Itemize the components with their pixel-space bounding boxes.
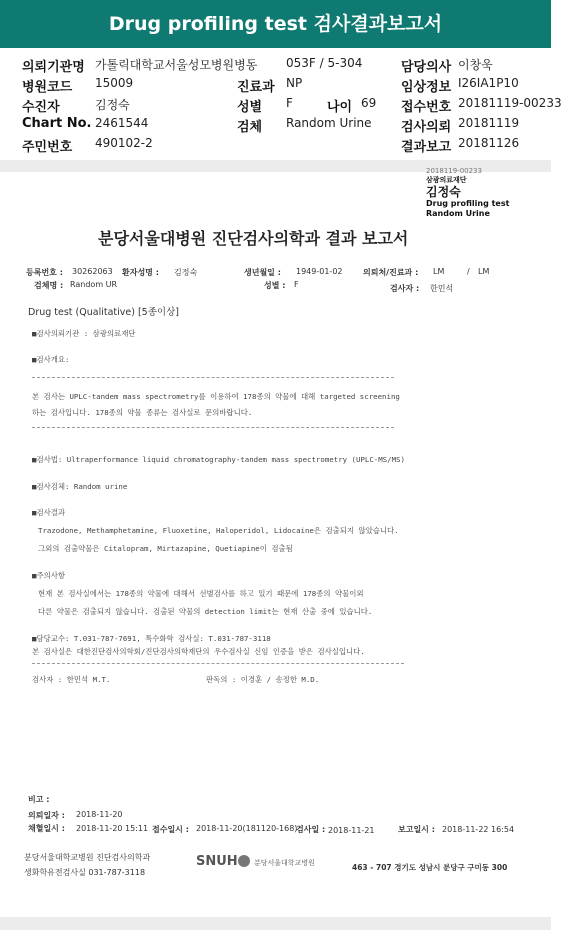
result-line-2: 그외의 검출약물은 Citalopram, Mirtazapine, Quetiapine이 검출됨	[38, 544, 293, 553]
hospital-logo-name: 분당서울대학교병원	[254, 859, 315, 867]
receipt-number-value: 20181119-00233	[458, 96, 562, 110]
department-value: NP	[286, 76, 303, 90]
receipt-date-value: 2018-11-20(181120-168)	[196, 824, 298, 833]
scanned-report-page	[6, 167, 546, 917]
dob-value: 1949-01-02	[296, 267, 343, 276]
overview-line-1: 본 검사는 UPLC-tandem mass spectrometry를 이용하여 178종의 약물에 대해 targeted screening	[32, 392, 400, 401]
snuh-logo: SNUH	[196, 854, 238, 869]
agency-line: ■검사의뢰기관 : 삼광의료재단	[32, 329, 136, 338]
doctor-value: 이창욱	[458, 58, 493, 72]
specimen-name-value: Random UR	[70, 280, 118, 289]
receipt-date-label: 접수일시 :	[152, 825, 189, 834]
report-date-value: 20181126	[458, 136, 520, 150]
page-bottom-margin	[0, 917, 551, 930]
specimen-value: Random Urine	[286, 116, 372, 130]
logo-mark-icon	[238, 855, 250, 867]
clinical-info-label: 임상정보	[401, 80, 452, 95]
result-line-1: Trazodone, Methamphetamine, Fluoxetine, Haloperidol, Lidocaine은 검출되지 않았습니다.	[38, 526, 399, 535]
chart-number-label: Chart No.	[22, 116, 92, 131]
certification-line: 본 검사실은 대한진단검사의학회/진단검사의학재단의 우수검사실 신임 인증을 받은 검사실입니다.	[32, 647, 365, 656]
stamp-specimen: Random Urine	[426, 209, 490, 218]
test-date-value: 2018-11-21	[328, 826, 375, 835]
doc-sex-label: 성별 :	[264, 281, 286, 290]
reg-label: 등록번호 :	[26, 268, 63, 277]
dashed-rule	[32, 377, 394, 378]
notes-line-1: 현재 본 검사실에서는 178종의 약물에 대해서 선별검사를 하고 있기 때문에 178종의 약물이외	[38, 589, 364, 598]
referral-separator: /	[467, 267, 470, 276]
reader-signature: 판독의 : 이경훈 / 송정한 M.D.	[206, 675, 320, 684]
collection-date-label: 채혈일시 :	[28, 824, 65, 833]
test-date-label: 검사일 :	[296, 825, 326, 834]
doctor-label: 담당의사	[401, 60, 452, 75]
report-header-title: Drug profiling test 검사결과보고서	[0, 0, 551, 48]
resident-number-value: 490102-2	[95, 136, 153, 150]
reg-value: 30262063	[72, 267, 113, 276]
request-date-value: 20181119	[458, 116, 520, 130]
patient-value: 김정숙	[95, 98, 130, 112]
resident-number-label: 주민번호	[22, 140, 73, 155]
chart-number-value: 2461544	[95, 116, 149, 130]
dashed-rule	[32, 663, 404, 664]
report-date-label: 결과보고	[401, 140, 452, 155]
referral-label: 의뢰처/진료과 :	[363, 268, 419, 277]
request-date-value: 2018-11-20	[76, 810, 123, 819]
hospital-code-label: 병원코드	[22, 80, 73, 95]
age-label: 나이	[327, 100, 353, 115]
institution-value: 가톨릭대학교서울성모병원병동	[95, 58, 258, 72]
report-date-value: 2018-11-22 16:54	[442, 825, 515, 834]
institution-label: 의뢰기관명	[22, 60, 85, 75]
sex-label: 성별	[237, 100, 263, 115]
footer-department: 분당서울대학교병원 진단검사의학과	[24, 853, 151, 862]
hospital-address: 463 - 707 경기도 성남시 분당구 구미동 300	[352, 863, 508, 872]
overview-line-2: 하는 검사입니다. 178종의 약물 종류는 검사실로 문의바랍니다.	[32, 408, 253, 417]
specimen-name-label: 검체명 :	[34, 281, 64, 290]
contact-line: ■담당교수: T.031-787-7691, 특수화학 검사실: T.031-787-3118	[32, 634, 271, 643]
department-value: LM	[478, 267, 490, 276]
age-value: 69	[361, 96, 377, 110]
stamp-patient-name: 김정숙	[426, 185, 461, 199]
ward-value: 053F / 5-304	[286, 56, 363, 70]
receipt-number-label: 접수번호	[401, 100, 452, 115]
dob-label: 생년월일 :	[244, 268, 281, 277]
sex-value: F	[286, 96, 293, 110]
footer-lab-contact: 생화학유전검사실 031-787-3118	[24, 868, 146, 877]
collection-date-value: 2018-11-20 15:11	[76, 824, 149, 833]
tester-label: 검사자 :	[390, 284, 420, 293]
hospital-code-value: 15009	[95, 76, 134, 90]
stamp-test-name: Drug profiling test	[426, 199, 510, 208]
doc-sex-value: F	[294, 280, 299, 289]
patient-label: 수진자	[22, 100, 60, 115]
tester-value: 한민석	[430, 284, 454, 293]
dashed-rule	[32, 427, 394, 428]
referral-value: LM	[433, 267, 445, 276]
remark-label: 비고 :	[28, 795, 50, 804]
method-line: ■검사법: Ultraperformance liquid chromatography-tandem mass spectrometry (UPLC-MS/MS)	[32, 455, 405, 464]
specimen-line: ■검사검체: Random urine	[32, 482, 128, 491]
request-date-label: 검사의뢰	[401, 120, 452, 135]
notes-line-2: 다른 약물은 검출되지 않습니다. 검출된 약물의 detection limit는 현재 산출 중에 있습니다.	[38, 607, 373, 616]
overview-heading: ■검사개요:	[32, 355, 70, 364]
stamp-receipt: 2018119-00233	[426, 167, 482, 175]
patient-name-label: 환자성명 :	[122, 268, 159, 277]
test-name: Drug test (Qualitative) [5종이상]	[28, 307, 179, 318]
report-date-label: 보고일시 :	[398, 825, 435, 834]
notes-heading: ■주의사항	[32, 571, 66, 580]
result-heading: ■검사결과	[32, 508, 66, 517]
request-date-label: 의뢰일자 :	[28, 811, 65, 820]
clinical-info-value: I26IA1P10	[458, 76, 519, 90]
department-label: 진료과	[237, 80, 275, 95]
stamp-org: 삼광의료재단	[426, 176, 467, 184]
patient-name-value: 김정숙	[174, 268, 198, 277]
document-title: 분당서울대병원 진단검사의학과 결과 보고서	[98, 229, 409, 248]
specimen-label: 검체	[237, 120, 263, 135]
tester-signature: 검사자 : 한민석 M.T.	[32, 675, 111, 684]
request-info-panel	[0, 48, 562, 160]
